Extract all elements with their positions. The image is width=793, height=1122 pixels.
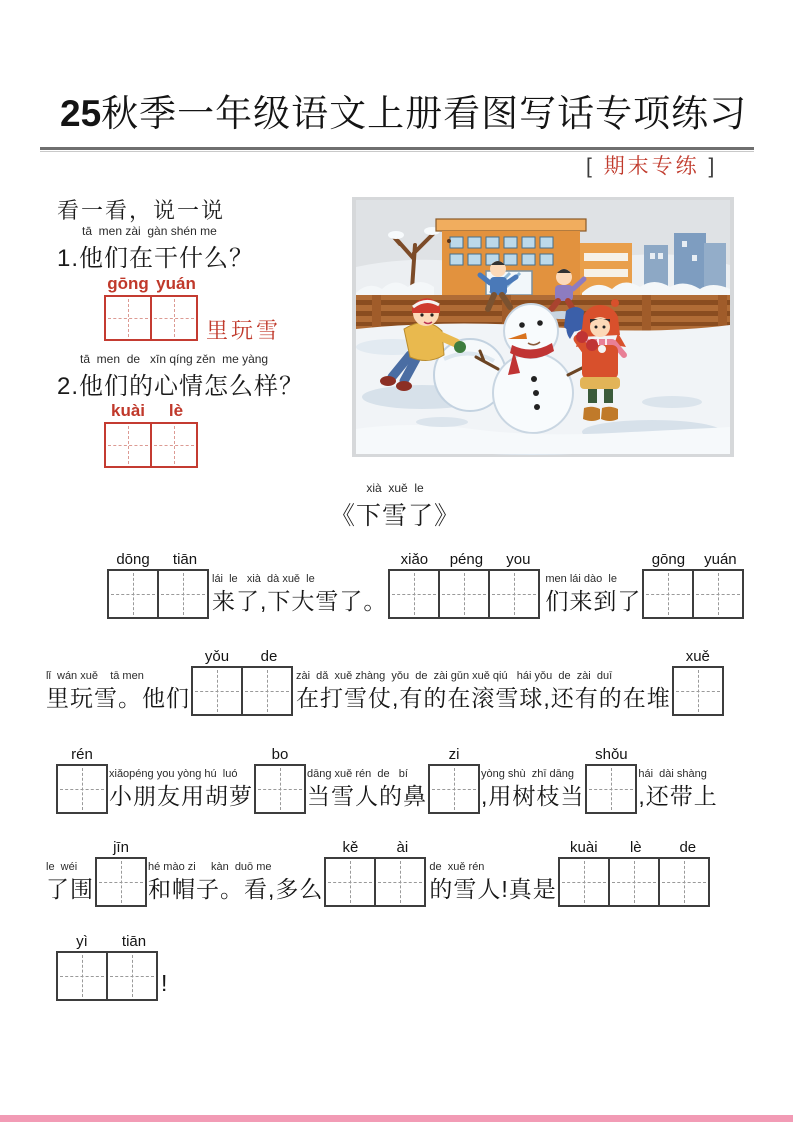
box-pinyin: lè (629, 839, 642, 856)
text-with-pinyin (545, 573, 641, 616)
question1-pinyin: tā men zài gàn shén me (82, 224, 217, 238)
scene-illustration (352, 197, 734, 457)
writing-box-group (558, 839, 714, 907)
writing-box (585, 764, 637, 814)
writing-box (157, 569, 209, 619)
question2-pinyin: tā men de xīn qíng zěn me yàng (80, 352, 269, 366)
answer1-writing-boxes (104, 274, 200, 341)
segment-pinyin: de xuě rén (429, 861, 485, 873)
writing-box-group (95, 839, 147, 907)
text-with-pinyin (296, 670, 671, 713)
segment-pinyin: hái dài shàng (638, 768, 707, 780)
writing-box-group (56, 746, 108, 814)
writing-box (95, 857, 147, 907)
qa-heading: 看一看，说一说 (57, 198, 226, 223)
writing-box (438, 569, 490, 619)
box-pinyin: gōng (651, 551, 686, 568)
writing-box (104, 422, 152, 468)
segment-text: 里玩雪。他们 (46, 685, 190, 711)
text-with-pinyin (481, 768, 584, 811)
box-pinyin: tiān (172, 551, 198, 568)
story-title-block (300, 481, 490, 532)
writing-box (56, 951, 108, 1001)
box-pinyin: yǒu (204, 648, 230, 665)
text-with-pinyin (46, 861, 94, 904)
box-pinyin: zi (448, 746, 460, 763)
box-pinyin: gōng (107, 274, 149, 293)
writing-box (150, 295, 198, 341)
footer-accent-bar (0, 1115, 793, 1122)
writing-box (488, 569, 540, 619)
writing-box (388, 569, 440, 619)
writing-box (107, 569, 159, 619)
box-pinyin: péng (449, 551, 484, 568)
box-pinyin: bo (271, 746, 289, 763)
box-pinyin: rén (71, 746, 93, 763)
story-title-pinyin: xià xuě le (366, 481, 424, 495)
box-pinyin: shǒu (595, 746, 628, 763)
story-row-3 (56, 746, 719, 814)
tag-text: 期末专练 (603, 155, 700, 178)
writing-box (324, 857, 376, 907)
segment-pinyin: zài dǎ xuě zhàng yǒu de zài gǔn xuě qiú hái yǒu de zài duī (296, 670, 613, 682)
question1-text: 1.他们在干什么？ (57, 245, 255, 272)
text-with-pinyin (429, 861, 556, 904)
box-pinyin: xuě (685, 648, 710, 665)
box-pinyin: tiān (121, 933, 147, 950)
writing-box (642, 569, 694, 619)
box-pinyin: de (679, 839, 697, 856)
writing-box (150, 422, 198, 468)
writing-box (106, 951, 158, 1001)
story-row-2 (45, 648, 724, 716)
segment-text: 们来到了 (545, 588, 642, 614)
text-with-pinyin (161, 968, 168, 998)
story-title: 《下雪了》 (329, 502, 460, 530)
writing-box-group (428, 746, 480, 814)
box-pinyin: kuài (110, 401, 146, 420)
writing-box (374, 857, 426, 907)
box-pinyin: ài (396, 839, 409, 856)
answer1-suffix: 里玩雪 (206, 318, 282, 343)
writing-box-group (254, 746, 306, 814)
writing-box-group (388, 551, 544, 619)
segment-text: 小朋友用胡萝 (109, 783, 253, 809)
segment-pinyin: yòng shù zhī dāng (481, 768, 574, 780)
text-with-pinyin (307, 768, 427, 811)
box-pinyin: kě (342, 839, 359, 856)
writing-box (692, 569, 744, 619)
box-pinyin: jīn (113, 839, 129, 856)
segment-pinyin: lǐ wán xuě tā men (46, 670, 144, 682)
box-pinyin: you (506, 551, 531, 568)
segment-pinyin: dāng xuě rén de bí (307, 768, 408, 780)
writing-box-group (642, 551, 746, 619)
writing-box (191, 666, 243, 716)
answer2-writing-boxes (104, 401, 200, 468)
segment-text: ! (161, 970, 169, 996)
box-pinyin: kuài (570, 839, 598, 856)
writing-box (672, 666, 724, 716)
writing-box-group (107, 551, 211, 619)
segment-pinyin: hé mào zi kàn duō me (148, 861, 272, 873)
story-row-1 (107, 551, 746, 619)
writing-box-group (191, 648, 295, 716)
segment-text: 的雪人!真是 (429, 876, 557, 902)
segment-pinyin: lái le xià dà xuě le (212, 573, 315, 585)
segment-text: 当雪人的鼻 (307, 783, 427, 809)
text-with-pinyin (46, 670, 190, 713)
writing-box (254, 764, 306, 814)
segment-pinyin: men lái dào le (545, 573, 617, 585)
box-pinyin: dōng (116, 551, 150, 568)
writing-box-group (56, 933, 160, 1001)
story-row-4 (45, 839, 714, 907)
writing-box (558, 857, 610, 907)
text-with-pinyin (109, 768, 253, 811)
box-pinyin: yì (76, 933, 88, 950)
story-row-5 (56, 933, 169, 1001)
segment-text: 在打雪仗,有的在滚雪球,还有的在堆 (296, 685, 671, 711)
writing-box (608, 857, 660, 907)
page-title (60, 92, 747, 136)
title-text: 秋季一年级语文上册看图写话专项练习 (101, 93, 748, 134)
writing-box (104, 295, 152, 341)
writing-box (658, 857, 710, 907)
box-pinyin: yuán (704, 551, 737, 568)
tag-bracket-right: ] (708, 155, 718, 178)
segment-text: 来了,下大雪了。 (212, 588, 388, 614)
writing-box (56, 764, 108, 814)
segment-text: ,还带上 (638, 783, 718, 809)
writing-box-group (324, 839, 428, 907)
text-with-pinyin (212, 573, 387, 616)
box-pinyin: yuán (156, 274, 196, 293)
writing-box-group (672, 648, 724, 716)
question2-text: 2.他们的心情怎么样？ (57, 373, 305, 400)
answer2-pinyin (104, 401, 200, 420)
answer1-pinyin (104, 274, 200, 293)
text-with-pinyin (148, 861, 323, 904)
segment-pinyin: le wéi (46, 861, 78, 873)
segment-text: 了围 (46, 876, 94, 902)
box-pinyin: de (260, 648, 278, 665)
segment-text: ,用树枝当 (481, 783, 585, 809)
box-pinyin: xiǎo (400, 551, 429, 568)
tag-bracket-left: [ (586, 155, 595, 178)
exam-tag (586, 150, 717, 180)
writing-box-group (585, 746, 637, 814)
box-pinyin: lè (168, 401, 184, 420)
text-with-pinyin (638, 768, 717, 811)
title-number: 25 (60, 93, 102, 134)
writing-box (428, 764, 480, 814)
writing-box (241, 666, 293, 716)
segment-text: 和帽子。看,多么 (148, 876, 324, 902)
segment-pinyin: xiǎopéng you yòng hú luó (109, 768, 238, 780)
